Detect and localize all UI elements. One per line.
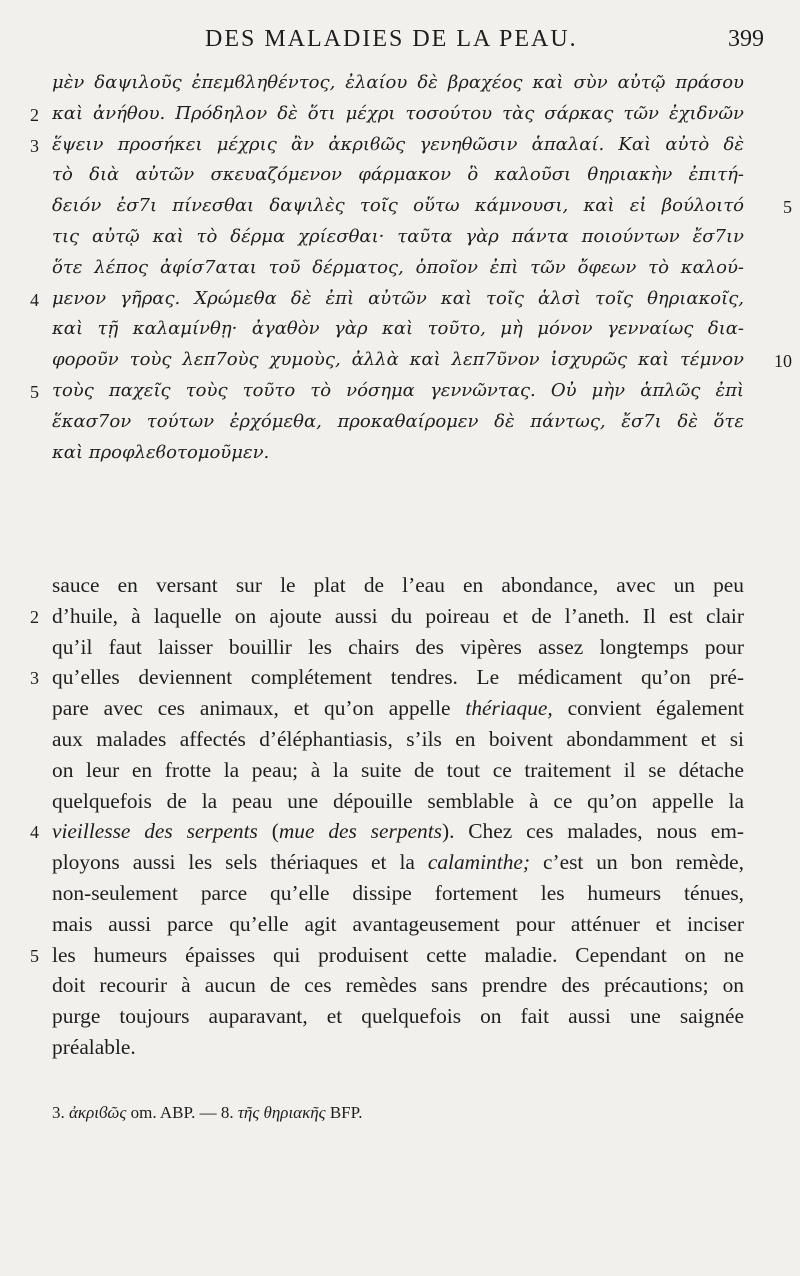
text-segment: sauce en versant sur le plat de l’eau en abondance, avec un peu <box>52 573 744 597</box>
french-line-text <box>52 570 744 601</box>
margin-line-number: 5 <box>30 945 39 966</box>
greek-line <box>52 191 792 222</box>
greek-line <box>30 130 744 161</box>
margin-line-number: 5 <box>30 381 39 402</box>
greek-line <box>52 438 744 469</box>
margin-line-number: 4 <box>30 822 39 843</box>
text-segment: purge toujours auparavant, et quelquefois on fait aussi une saignée <box>52 1004 744 1029</box>
french-line <box>52 970 744 1001</box>
greek-line <box>52 314 744 345</box>
text-segment: préalable. <box>52 1034 136 1059</box>
footnote-number: 3. <box>52 1103 65 1122</box>
margin-line-number: 2 <box>30 606 39 627</box>
french-line-text <box>52 1001 744 1032</box>
text-segment: ployons aussi les sels thériaques et la <box>52 850 428 875</box>
text-segment: les humeurs épaisses qui produisent cette maladie. Cependant on ne <box>52 942 744 967</box>
french-line <box>52 724 744 755</box>
page-header <box>0 26 800 56</box>
text-segment: on leur en frotte la peau; à la suite de tout ce traitement il se détache <box>52 757 744 782</box>
french-line <box>52 878 744 909</box>
greek-line-text: μὲν δαψιλοῦς ἐπεμϐληθέντος, ἐλαίου δὲ βραχέος καὶ σὺν αὐτῷ πράσου <box>52 72 744 93</box>
margin-line-number: 4 <box>30 289 39 310</box>
greek-line-text: μενον γῆρας. Χρώμεθα δὲ ἐπὶ αὐτῶν καὶ τοῖς ἁλσὶ τοῖς θηριακοῖς, <box>52 287 744 309</box>
greek-line <box>52 222 744 253</box>
greek-line <box>52 160 744 191</box>
text-segment: quelquefois de la peau une dépouille semblable à ce qu’on appelle la <box>52 788 744 813</box>
french-line <box>52 1001 744 1032</box>
greek-line <box>52 68 744 99</box>
margin-line-number: 3 <box>30 135 39 156</box>
french-line <box>52 632 744 663</box>
text-segment: pare avec ces animaux, et qu’on appelle <box>52 696 466 721</box>
french-line-text <box>52 662 744 693</box>
text-segment: ). Chez ces malades, nous em- <box>441 819 744 844</box>
french-line-text <box>52 816 744 847</box>
greek-line-text: τοὺς παχεῖς τοὺς τοῦτο τὸ νόσημα γεννῶντας. Οὐ μὴν ἁπλῶς ἐπὶ <box>52 379 744 401</box>
greek-line-text: τις αὐτῷ καὶ τὸ δέρμα χρίεσθαι· ταῦτα γὰρ πάντα ποιούντων ἔσ7ιν <box>52 225 744 247</box>
greek-line-text: καὶ προφλεϐοτομοῦμεν. <box>52 441 270 463</box>
text-segment: non-seulement parce qu’elle dissipe fortement les humeurs ténues, <box>52 880 744 905</box>
greek-line-text: ἕκασ7ον τούτων ἐρχόμεθα, προκαθαίρομεν δὲ πάντως, ἔσ7ι δὲ ὅτε <box>52 410 744 432</box>
text-segment: d’huile, à laquelle on ajoute aussi du poireau et de l’aneth. Il est clair <box>52 603 744 628</box>
french-line <box>30 816 744 847</box>
french-line-text <box>52 755 744 786</box>
italic-term: calaminthe; <box>427 850 531 875</box>
greek-line <box>30 284 744 315</box>
footnote <box>52 1103 744 1123</box>
text-segment: qu’il faut laisser bouillir les chairs des vipères assez longtemps pour <box>52 634 744 659</box>
margin-line-count: 10 <box>774 351 792 372</box>
text-segment: doit recourir à aucun de ces remèdes sans prendre des précautions; on <box>52 973 744 998</box>
french-line <box>30 940 744 971</box>
footnote-greek-term: ἀκριϐῶς <box>69 1103 127 1122</box>
french-line <box>52 847 744 878</box>
greek-line <box>30 99 744 130</box>
french-line-text <box>52 847 744 878</box>
french-line-text <box>52 878 744 909</box>
text-segment: qu’elles deviennent complétement tendres. Le médicament qu’on pré- <box>52 665 744 690</box>
greek-line-text: δειόν ἐσ7ι πίνεσθαι δαψιλὲς τοῖς οὕτω κάμνουσι, καὶ εἰ βούλοιτό <box>52 195 744 217</box>
french-line-text <box>52 786 744 817</box>
greek-line <box>52 407 744 438</box>
text-segment: convient également <box>552 696 744 721</box>
greek-line-text: ἕψειν προσήκει μέχρις ἂν ἀκριϐῶς γενηθῶσιν ἁπαλαί. Καὶ αὐτὸ δὲ <box>52 133 744 155</box>
french-line <box>52 693 744 724</box>
french-line-text <box>52 970 744 1001</box>
french-line <box>30 601 744 632</box>
greek-line <box>52 253 744 284</box>
french-line-text <box>52 909 744 940</box>
text-segment: mais aussi parce qu’elle agit avantageusement pour atténuer et inciser <box>52 911 744 936</box>
french-line-text <box>52 940 744 971</box>
greek-line-text: καὶ ἀνήθου. Πρόδηλον δὲ ὅτι μέχρι τοσούτου τὰς σάρκας τῶν ἐχιδνῶν <box>52 102 744 124</box>
running-head: DES MALADIES DE LA PEAU. <box>205 26 578 52</box>
text-segment: c’est un bon remède, <box>530 850 744 875</box>
greek-line-text: φοροῦν τοὺς λεπ7οὺς χυμοὺς, ἀλλὰ καὶ λεπ7ῦνον ἰσχυρῶς καὶ τέμνον <box>52 349 744 371</box>
french-line-text <box>52 693 744 724</box>
greek-line-text: ὅτε λέπος ἀφίσ7αται τοῦ δέρματος, ὁποῖον ἐπὶ τῶν ὄφεων τὸ καλού- <box>52 256 744 278</box>
italic-term: thériaque, <box>465 696 553 721</box>
page-number: 399 <box>728 26 764 52</box>
greek-line <box>52 345 792 376</box>
margin-line-number: 2 <box>30 104 39 125</box>
french-line-text <box>52 632 744 663</box>
french-line <box>52 786 744 817</box>
french-line <box>52 909 744 940</box>
greek-text-block <box>30 68 792 468</box>
french-translation-block <box>30 570 744 1063</box>
greek-line <box>30 376 744 407</box>
french-line <box>30 662 744 693</box>
footnote-greek-term: τῆς θηριακῆς <box>237 1103 326 1122</box>
italic-term: mue des serpents <box>278 819 442 844</box>
greek-line-text: τὸ διὰ αὐτῶν σκευαζόμενον φάρμακον ὃ καλοῦσι θηριακὴν ἐπιτή- <box>52 164 744 186</box>
italic-term: vieillesse des serpents <box>52 819 258 844</box>
french-line <box>52 570 744 601</box>
text-segment: ( <box>257 819 279 844</box>
footnote-text: BFP. <box>325 1103 363 1122</box>
french-line <box>52 1032 744 1063</box>
french-line-text <box>52 1032 744 1063</box>
greek-line-text: καὶ τῇ καλαμίνθῃ· ἀγαθὸν γὰρ καὶ τοῦτο, μὴ μόνον γενναίως δια- <box>52 318 744 340</box>
text-segment: aux malades affectés d’éléphantiasis, s’ils en boivent abondamment et si <box>52 726 744 751</box>
french-line-text <box>52 724 744 755</box>
french-line-text <box>52 601 744 632</box>
margin-line-count: 5 <box>783 197 792 218</box>
footnote-text: om. ABP. — 8. <box>126 1103 238 1122</box>
french-line <box>52 755 744 786</box>
margin-line-number: 3 <box>30 668 39 689</box>
